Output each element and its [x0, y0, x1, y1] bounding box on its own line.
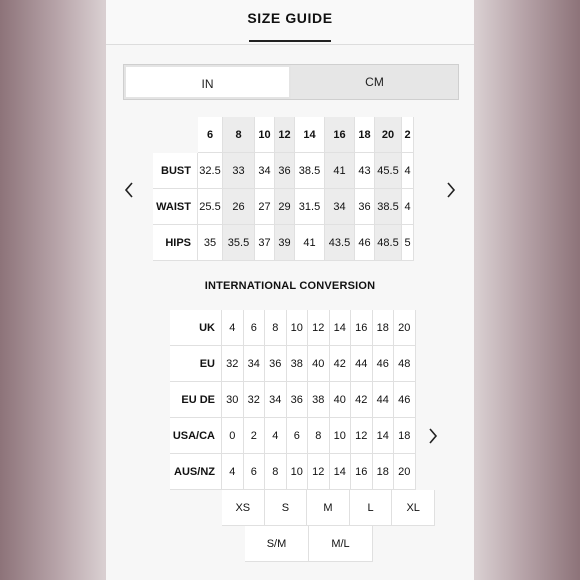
measure-value: 43.5	[325, 225, 355, 261]
region-size: 34	[265, 382, 287, 418]
region-size: 10	[287, 310, 309, 346]
title-underline	[249, 40, 331, 42]
unit-toggle	[123, 64, 459, 100]
region-size: 38	[287, 346, 309, 382]
region-label: EU DE	[170, 382, 222, 418]
combo-size: S/M	[245, 526, 309, 562]
measure-value: 37	[255, 225, 275, 261]
size-header: 14	[295, 117, 325, 153]
region-size: 10	[330, 418, 352, 454]
measure-value: 41	[325, 153, 355, 189]
region-size: 4	[222, 454, 244, 490]
measure-value: 36	[275, 153, 295, 189]
measure-value: 46	[355, 225, 375, 261]
size-header: 10	[255, 117, 275, 153]
region-label: EU	[170, 346, 222, 382]
region-size: 32	[222, 346, 244, 382]
region-size: 12	[308, 454, 330, 490]
region-size: 38	[308, 382, 330, 418]
region-size: 16	[351, 454, 373, 490]
measure-label: HIPS	[153, 225, 198, 261]
measure-value: 38.5	[375, 189, 402, 225]
size-header: 8	[223, 117, 255, 153]
measure-value: 34	[325, 189, 355, 225]
size-header: 18	[355, 117, 375, 153]
region-label: AUS/NZ	[170, 454, 222, 490]
size-header: 2	[402, 117, 414, 153]
measure-value: 5	[402, 225, 414, 261]
measure-value: 33	[223, 153, 255, 189]
region-size: 18	[394, 418, 416, 454]
region-size: 44	[373, 382, 395, 418]
header	[106, 0, 474, 45]
region-size: 14	[373, 418, 395, 454]
region-size: 46	[373, 346, 395, 382]
region-size: 0	[222, 418, 244, 454]
letter-size: S	[265, 490, 308, 526]
region-size: 40	[308, 346, 330, 382]
unit-option-cm[interactable]: CM	[291, 65, 458, 99]
measure-value: 35.5	[223, 225, 255, 261]
conversion-table	[170, 310, 420, 564]
region-size: 16	[351, 310, 373, 346]
region-size: 46	[394, 382, 416, 418]
measure-value: 41	[295, 225, 325, 261]
measure-value: 26	[223, 189, 255, 225]
region-size: 30	[222, 382, 244, 418]
measure-value: 35	[198, 225, 223, 261]
measure-value: 27	[255, 189, 275, 225]
combo-size: M/L	[309, 526, 373, 562]
measure-value: 39	[275, 225, 295, 261]
region-size: 18	[373, 310, 395, 346]
region-size: 20	[394, 310, 416, 346]
region-size: 20	[394, 454, 416, 490]
measure-value: 25.5	[198, 189, 223, 225]
size-header: 6	[198, 117, 223, 153]
measure-value: 48.5	[375, 225, 402, 261]
region-size: 2	[244, 418, 266, 454]
chevron-left-icon[interactable]	[123, 182, 135, 198]
measure-value: 38.5	[295, 153, 325, 189]
region-size: 8	[265, 310, 287, 346]
region-size: 4	[265, 418, 287, 454]
measure-label: WAIST	[153, 189, 198, 225]
region-size: 12	[351, 418, 373, 454]
region-size: 36	[265, 346, 287, 382]
region-size: 44	[351, 346, 373, 382]
size-chart-table	[153, 117, 429, 262]
region-size: 6	[244, 310, 266, 346]
chevron-right-icon[interactable]	[427, 428, 439, 444]
chevron-right-icon[interactable]	[445, 182, 457, 198]
region-size: 40	[330, 382, 352, 418]
letter-size: L	[350, 490, 393, 526]
region-size: 14	[330, 454, 352, 490]
region-size: 8	[308, 418, 330, 454]
size-guide-panel	[106, 0, 474, 580]
measure-value: 4	[402, 153, 414, 189]
measure-value: 45.5	[375, 153, 402, 189]
region-size: 4	[222, 310, 244, 346]
measure-label: BUST	[153, 153, 198, 189]
region-size: 48	[394, 346, 416, 382]
region-size: 12	[308, 310, 330, 346]
letter-size: XL	[392, 490, 435, 526]
measure-value: 34	[255, 153, 275, 189]
region-label: USA/CA	[170, 418, 222, 454]
measure-value: 4	[402, 189, 414, 225]
measure-value: 31.5	[295, 189, 325, 225]
measure-value: 32.5	[198, 153, 223, 189]
measure-value: 36	[355, 189, 375, 225]
page-title: SIZE GUIDE	[247, 10, 333, 26]
conversion-title: INTERNATIONAL CONVERSION	[204, 280, 376, 292]
letter-size: XS	[222, 490, 265, 526]
region-size: 32	[244, 382, 266, 418]
region-size: 14	[330, 310, 352, 346]
region-size: 6	[287, 418, 309, 454]
region-size: 42	[351, 382, 373, 418]
region-size: 42	[330, 346, 352, 382]
unit-option-in[interactable]: IN	[124, 65, 291, 99]
region-size: 18	[373, 454, 395, 490]
size-header: 20	[375, 117, 402, 153]
measure-value: 43	[355, 153, 375, 189]
region-size: 10	[287, 454, 309, 490]
region-size: 36	[287, 382, 309, 418]
measure-value: 29	[275, 189, 295, 225]
size-header: 12	[275, 117, 295, 153]
region-size: 34	[244, 346, 266, 382]
region-label: UK	[170, 310, 222, 346]
region-size: 8	[265, 454, 287, 490]
size-header: 16	[325, 117, 355, 153]
region-size: 6	[244, 454, 266, 490]
letter-size: M	[307, 490, 350, 526]
